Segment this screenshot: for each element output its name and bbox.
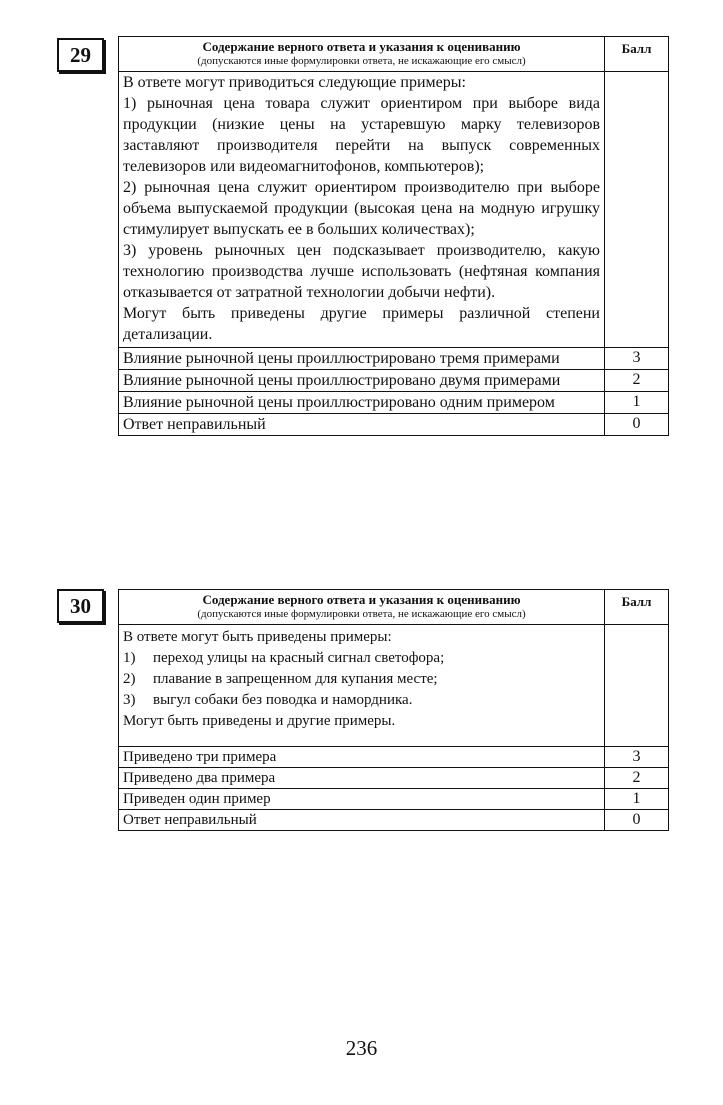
criterion-score: 0	[605, 810, 669, 831]
table-row	[119, 747, 669, 768]
criterion-score: 0	[605, 414, 669, 436]
table-row	[119, 414, 669, 436]
table-row	[119, 370, 669, 392]
table-row	[119, 810, 669, 831]
header-title: Содержание верного ответа и указания к оцениванию	[202, 592, 521, 607]
criterion-text: Ответ неправильный	[119, 414, 605, 436]
answer-score-empty	[605, 625, 669, 747]
header-title: Содержание верного ответа и указания к оцениванию	[202, 39, 521, 54]
answer-row	[119, 625, 669, 747]
score-header: Балл	[605, 37, 669, 72]
answer-outro: Могут быть приведены и другие примеры.	[123, 713, 396, 729]
criterion-text: Приведено два примера	[119, 768, 605, 789]
table-header	[119, 37, 669, 72]
table-row	[119, 789, 669, 810]
score-header: Балл	[605, 590, 669, 625]
list-item-text: выгул собаки без поводка и намордника.	[153, 692, 413, 708]
answer-intro: В ответе могут быть приведены примеры:	[123, 629, 392, 645]
header-cell	[119, 590, 605, 625]
criterion-score: 1	[605, 392, 669, 414]
answer-row	[119, 72, 669, 348]
criterion-text: Влияние рыночной цены проиллюстрировано одним примером	[119, 392, 605, 414]
list-item-number: 3)	[123, 692, 136, 708]
table-header	[119, 590, 669, 625]
criterion-text: Ответ неправильный	[119, 810, 605, 831]
question-number-30: 30	[57, 589, 104, 623]
answer-score-empty	[605, 72, 669, 348]
criterion-score: 2	[605, 768, 669, 789]
criterion-text: Влияние рыночной цены проиллюстрировано тремя примерами	[119, 348, 605, 370]
header-subtitle: (допускаются иные формулировки ответа, не искажающие его смысл)	[197, 55, 526, 67]
criterion-score: 2	[605, 370, 669, 392]
answer-paragraph: Могут быть приведены другие примеры различной степени детализации.	[123, 305, 600, 343]
criteria-table-30	[118, 589, 669, 831]
answer-paragraph: 1) рыночная цена товара служит ориентиром при выборе вида продукции (низкие цены на устаревшую марку телевизоров заставляют производителя перейти на выпуск современных телевизоров или видеомагнитофонов, компьютеров);	[123, 95, 600, 175]
table-row	[119, 768, 669, 789]
criterion-score: 1	[605, 789, 669, 810]
list-item-number: 2)	[123, 671, 136, 687]
answer-paragraph: 2) рыночная цена служит ориентиром производителю при выборе объема выпускаемой продукции (высокая цена на модную игрушку стимулирует выпускать ее в больших количествах);	[123, 179, 600, 238]
page-number: 236	[345, 1036, 378, 1060]
header-cell	[119, 37, 605, 72]
criterion-score: 3	[605, 747, 669, 768]
question-number-29: 29	[57, 38, 104, 72]
table-row	[119, 348, 669, 370]
answer-paragraph: 3) уровень рыночных цен подсказывает производителю, какую технологию производства лучше использовать (нефтяная компания отказывается от затратной технологии добычи нефти).	[123, 242, 600, 301]
answer-content	[119, 625, 605, 747]
criterion-score: 3	[605, 348, 669, 370]
answer-content	[119, 72, 605, 348]
list-item	[123, 669, 600, 690]
table-row	[119, 392, 669, 414]
header-subtitle: (допускаются иные формулировки ответа, не искажающие его смысл)	[197, 608, 526, 620]
answer-paragraph: В ответе могут приводиться следующие примеры:	[123, 74, 466, 91]
list-item	[123, 648, 600, 669]
list-item-text: переход улицы на красный сигнал светофора;	[153, 650, 445, 666]
list-item	[123, 690, 600, 711]
list-item-number: 1)	[123, 650, 136, 666]
criterion-text: Влияние рыночной цены проиллюстрировано двумя примерами	[119, 370, 605, 392]
criterion-text: Приведен один пример	[119, 789, 605, 810]
criteria-table-29	[118, 36, 669, 436]
criterion-text: Приведено три примера	[119, 747, 605, 768]
list-item-text: плавание в запрещенном для купания месте;	[153, 671, 438, 687]
